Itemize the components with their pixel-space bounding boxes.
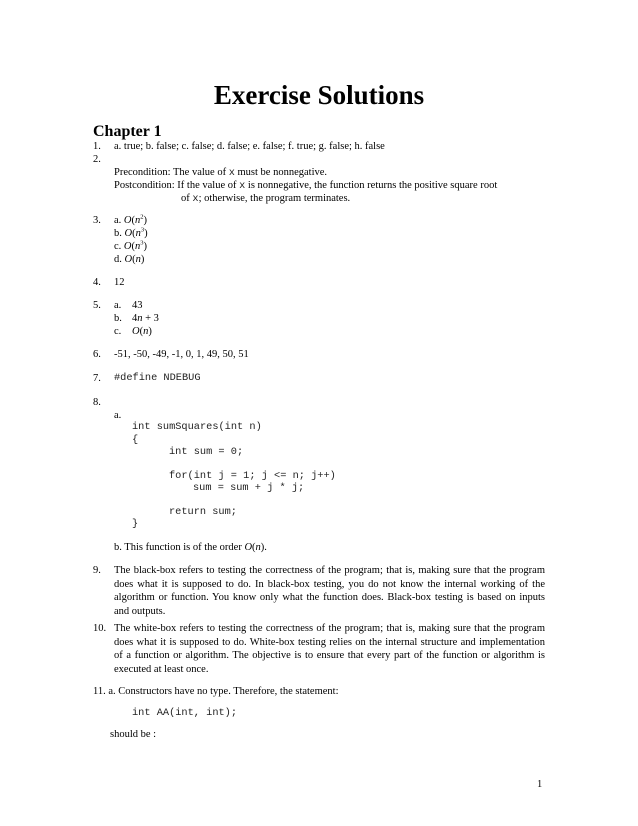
exercise-1-number: 1.: [93, 141, 101, 152]
exercise-6-answer: -51, -50, -49, -1, 0, 1, 49, 50, 51: [114, 349, 249, 360]
exercise-10-paragraph: The white-box refers to testing the correctness of the program; that is, making sure that the program does what it is supposed to do. White-box testing relies on the internal structure and implementation of a function or algorithm. The objective is to ensure that every part of the function or algorithm is executed at least once.: [114, 623, 545, 675]
exercise-11-should-be: should be :: [110, 729, 157, 740]
exercise-5-b-value: 4n + 3: [132, 313, 159, 324]
postcondition-continuation: of x; otherwise, the program terminates.: [181, 193, 351, 205]
code-line: for(int j = 1; j <= n; j++): [169, 470, 336, 482]
exercise-8-number: 8.: [93, 397, 101, 408]
code-line: {: [132, 434, 139, 446]
exercise-4-number: 4.: [93, 277, 101, 288]
exercise-9-number: 9.: [93, 565, 101, 576]
exercise-6-number: 6.: [93, 349, 101, 360]
chapter-heading: Chapter 1: [93, 123, 162, 140]
exercise-9-paragraph: The black-box refers to testing the correctness of the program; that is, making sure that the program does what it is supposed to do. In black-box testing, you do not know the internal working of the algorithm or function. You know only what the function does. Black-box testing is based on inputs and outputs.: [114, 565, 545, 617]
exercise-4-answer: 12: [114, 277, 125, 288]
code-line: }: [132, 518, 139, 530]
exercise-8-b-answer: b. This function is of the order O(n).: [114, 542, 267, 553]
exercise-5-c-value: O(n): [132, 326, 152, 337]
page-number: 1: [537, 779, 543, 790]
page-title: Exercise Solutions: [213, 80, 425, 110]
code-line: return sum;: [169, 506, 237, 518]
exercise-8-a-label: a.: [114, 410, 122, 421]
exercise-7-code: #define NDEBUG: [114, 372, 201, 384]
exercise-1-answer: a. true; b. false; c. false; d. false; e. false; f. true; g. false; h. false: [114, 141, 385, 152]
postcondition-line: Postcondition: If the value of x is nonnegative, the function returns the positive square root: [114, 180, 498, 192]
exercise-5-c-label: c.: [114, 326, 122, 337]
precondition-line: Precondition: The value of x must be nonnegative.: [114, 167, 328, 179]
exercise-5-number: 5.: [93, 300, 101, 311]
exercise-10-number: 10.: [93, 623, 107, 634]
exercise-5-b-label: b.: [114, 313, 122, 324]
exercise-11-code: int AA(int, int);: [132, 707, 238, 719]
exercise-3-item-b: b. $O(n^3)$: [114, 226, 148, 239]
code-line: int sumSquares(int n): [132, 421, 262, 433]
code-line: sum = sum + j * j;: [193, 482, 305, 494]
code-line: int sum = 0;: [169, 446, 244, 458]
exercise-3-item-a: a. $O(n^2)$: [114, 213, 148, 226]
exercise-5-a-value: 43: [132, 300, 143, 311]
exercise-7-number: 7.: [93, 373, 101, 384]
exercise-2-number: 2.: [93, 154, 101, 165]
exercise-3-item-c: c. $O(n^3)$: [114, 239, 148, 252]
exercise-5-a-label: a.: [114, 300, 122, 311]
exercise-3-number: 3.: [93, 215, 101, 226]
exercise-11-intro: 11. a. Constructors have no type. Therefore, the statement:: [93, 686, 339, 697]
exercise-3-item-d: d. O(n): [114, 254, 145, 265]
